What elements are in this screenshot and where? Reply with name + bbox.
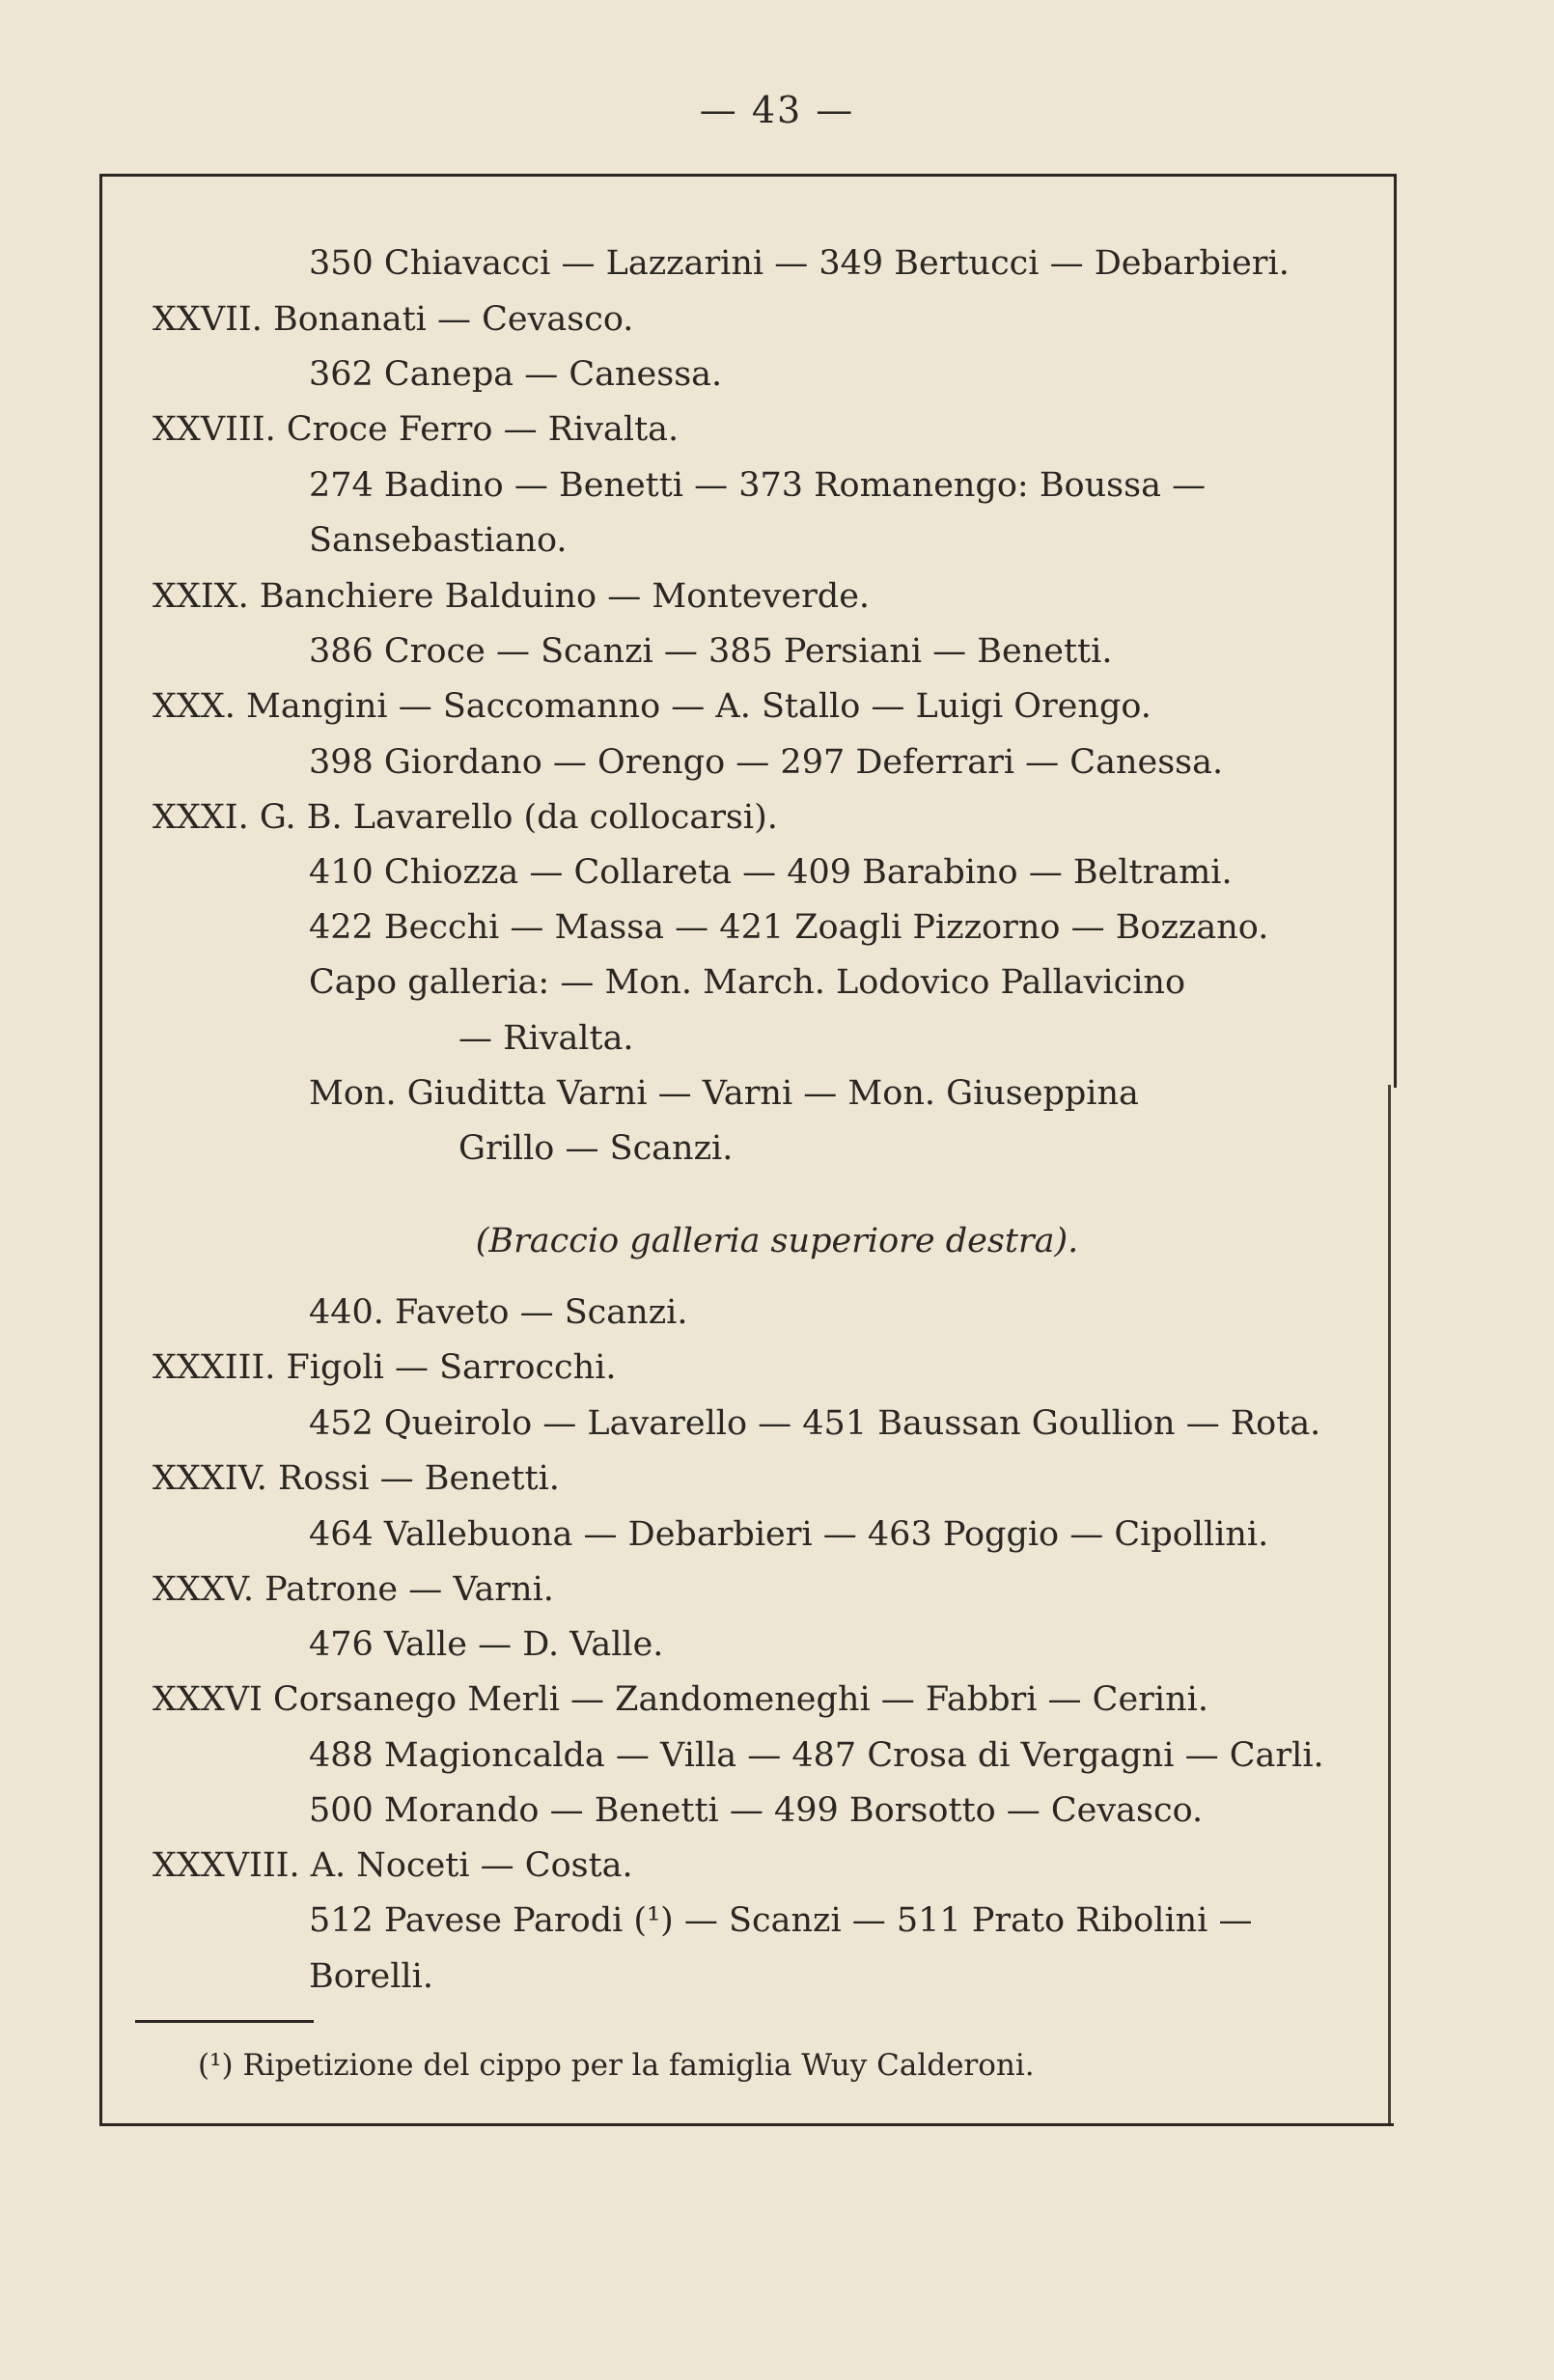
section-heading: (Braccio galleria superiore destra). bbox=[475, 1222, 1079, 1260]
entry-line: 488 Magioncalda — Villa — 487 Crosa di Vergagni — Carli. bbox=[309, 1736, 1324, 1775]
entry-line: 350 Chiavacci — Lazzarini — 349 Bertucci — Debarbieri. bbox=[309, 244, 1290, 283]
entry-line: XXX. Mangini — Saccomanno — A. Stallo — Luigi Orengo. bbox=[153, 687, 1152, 726]
entry-line: Grillo — Scanzi. bbox=[458, 1129, 734, 1168]
entry-line: 452 Queirolo — Lavarello — 451 Baussan Goullion — Rota. bbox=[309, 1404, 1321, 1443]
entry-line: 386 Croce — Scanzi — 385 Persiani — Benetti. bbox=[309, 632, 1113, 671]
entry-line: 274 Badino — Benetti — 373 Romanengo: Boussa — bbox=[309, 466, 1207, 505]
entry-line: Mon. Giuditta Varni — Varni — Mon. Giuseppina bbox=[309, 1074, 1139, 1113]
entry-line: XXXIII. Figoli — Sarrocchi. bbox=[153, 1348, 617, 1387]
entry-line: XXIX. Banchiere Balduino — Monteverde. bbox=[153, 577, 871, 616]
entry-line: 464 Vallebuona — Debarbieri — 463 Poggio — Cipollini. bbox=[309, 1515, 1269, 1554]
footnote: (¹) Ripetizione del cippo per la famiglia Wuy Calderoni. bbox=[198, 2048, 1035, 2083]
entry-line: 398 Giordano — Orengo — 297 Deferrari — Canessa. bbox=[309, 743, 1224, 782]
entry-line: XXXV. Patrone — Varni. bbox=[153, 1570, 554, 1609]
entry-line: 440. Faveto — Scanzi. bbox=[309, 1293, 688, 1332]
entry-line: 512 Pavese Parodi (¹) — Scanzi — 511 Prato Ribolini — bbox=[309, 1901, 1253, 1940]
entry-line: XXXVI Corsanego Merli — Zandomeneghi — Fabbri — Cerini. bbox=[153, 1680, 1208, 1719]
entry-line: 476 Valle — D. Valle. bbox=[309, 1625, 664, 1664]
entry-line: Sansebastiano. bbox=[309, 521, 568, 560]
footnote-rule bbox=[135, 2020, 314, 2023]
entry-line: XXXI. G. B. Lavarello (da collocarsi). bbox=[153, 798, 778, 837]
entry-line: XXVIII. Croce Ferro — Rivalta. bbox=[153, 410, 680, 449]
entry-line: XXXVIII. A. Noceti — Costa. bbox=[153, 1846, 633, 1885]
entry-line: 362 Canepa — Canessa. bbox=[309, 355, 723, 394]
entry-line: 500 Morando — Benetti — 499 Borsotto — Cevasco. bbox=[309, 1791, 1204, 1830]
entry-line: 410 Chiozza — Collareta — 409 Barabino — Beltrami. bbox=[309, 853, 1233, 892]
page-number: — 43 — bbox=[699, 89, 855, 131]
entry-line: Capo galleria: — Mon. March. Lodovico Pallavicino bbox=[309, 963, 1186, 1002]
entry-line: XXXIV. Rossi — Benetti. bbox=[153, 1459, 560, 1498]
entry-line: — Rivalta. bbox=[458, 1019, 634, 1058]
entry-line: Borelli. bbox=[309, 1957, 433, 1996]
entry-line: XXVII. Bonanati — Cevasco. bbox=[153, 300, 634, 339]
entry-line: 422 Becchi — Massa — 421 Zoagli Pizzorno — Bozzano. bbox=[309, 908, 1269, 947]
